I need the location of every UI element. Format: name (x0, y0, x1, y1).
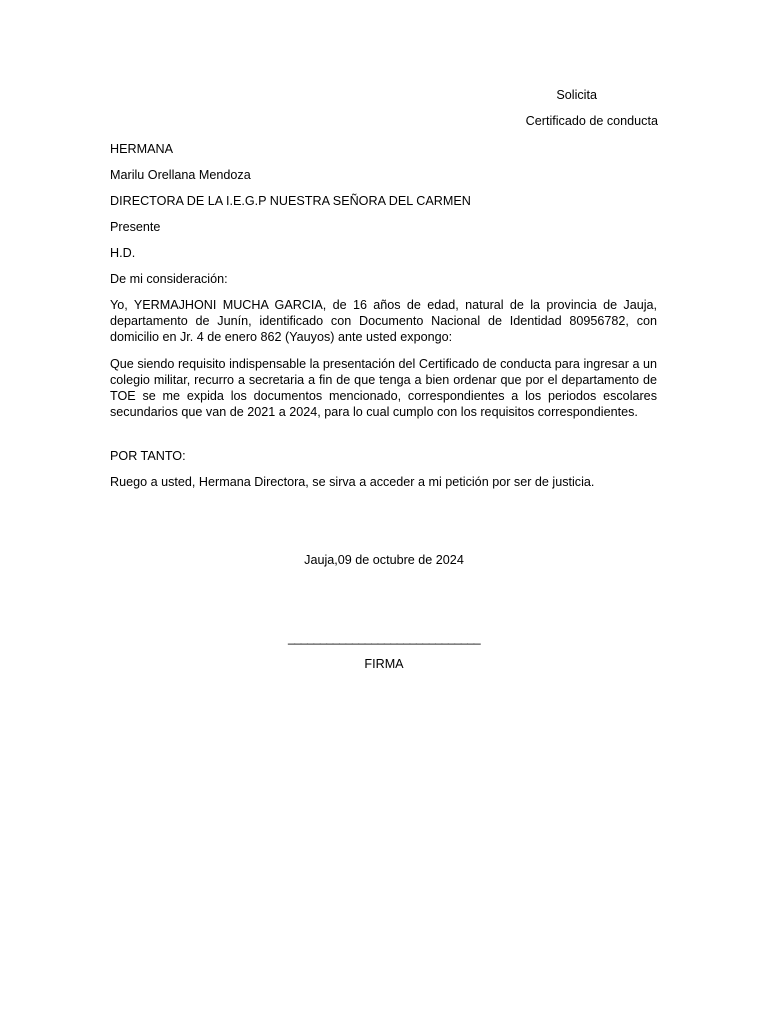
intro-paragraph: Yo, YERMAJHONI MUCHA GARCIA, de 16 años de edad, natural de la provincia de Jauja, departamento de Junín, identificado con Documento Nacional de Identidad 80956782, con domicilio en Jr. 4 de enero 862 (Yauyos) ante usted expongo: (110, 298, 657, 344)
presente-text: Presente (110, 220, 161, 234)
request-subject: Certificado de conducta (525, 114, 658, 128)
greeting-text: De mi consideración: (110, 272, 228, 286)
request-paragraph: Que siendo requisito indispensable la presentación del Certificado de conducta para ingresar a un colegio militar, recurro a secretaria a fin de que tenga a bien ordenar que por el departamento de TOE se me expida los documentos mencionado, correspondientes a los periodos escolares secundarios que van de 2021 a 2024, para lo cual cumplo con los requisitos correspondientes. (110, 357, 657, 419)
recipient-position: DIRECTORA DE LA I.E.G.P NUESTRA SEÑORA DEL CARMEN (110, 194, 471, 208)
por-tanto-text: POR TANTO: (110, 449, 186, 463)
signature-label: FIRMA (364, 657, 404, 671)
request-label: Solicita (556, 88, 597, 102)
hd-text: H.D. (110, 246, 136, 260)
recipient-name: Marilu Orellana Mendoza (110, 168, 251, 182)
signature-line: ______________________________ (287, 631, 481, 645)
place-date: Jauja,09 de octubre de 2024 (304, 553, 464, 567)
closing-text: Ruego a usted, Hermana Directora, se sirva a acceder a mi petición por ser de justicia. (110, 475, 595, 489)
recipient-title: HERMANA (110, 142, 173, 156)
